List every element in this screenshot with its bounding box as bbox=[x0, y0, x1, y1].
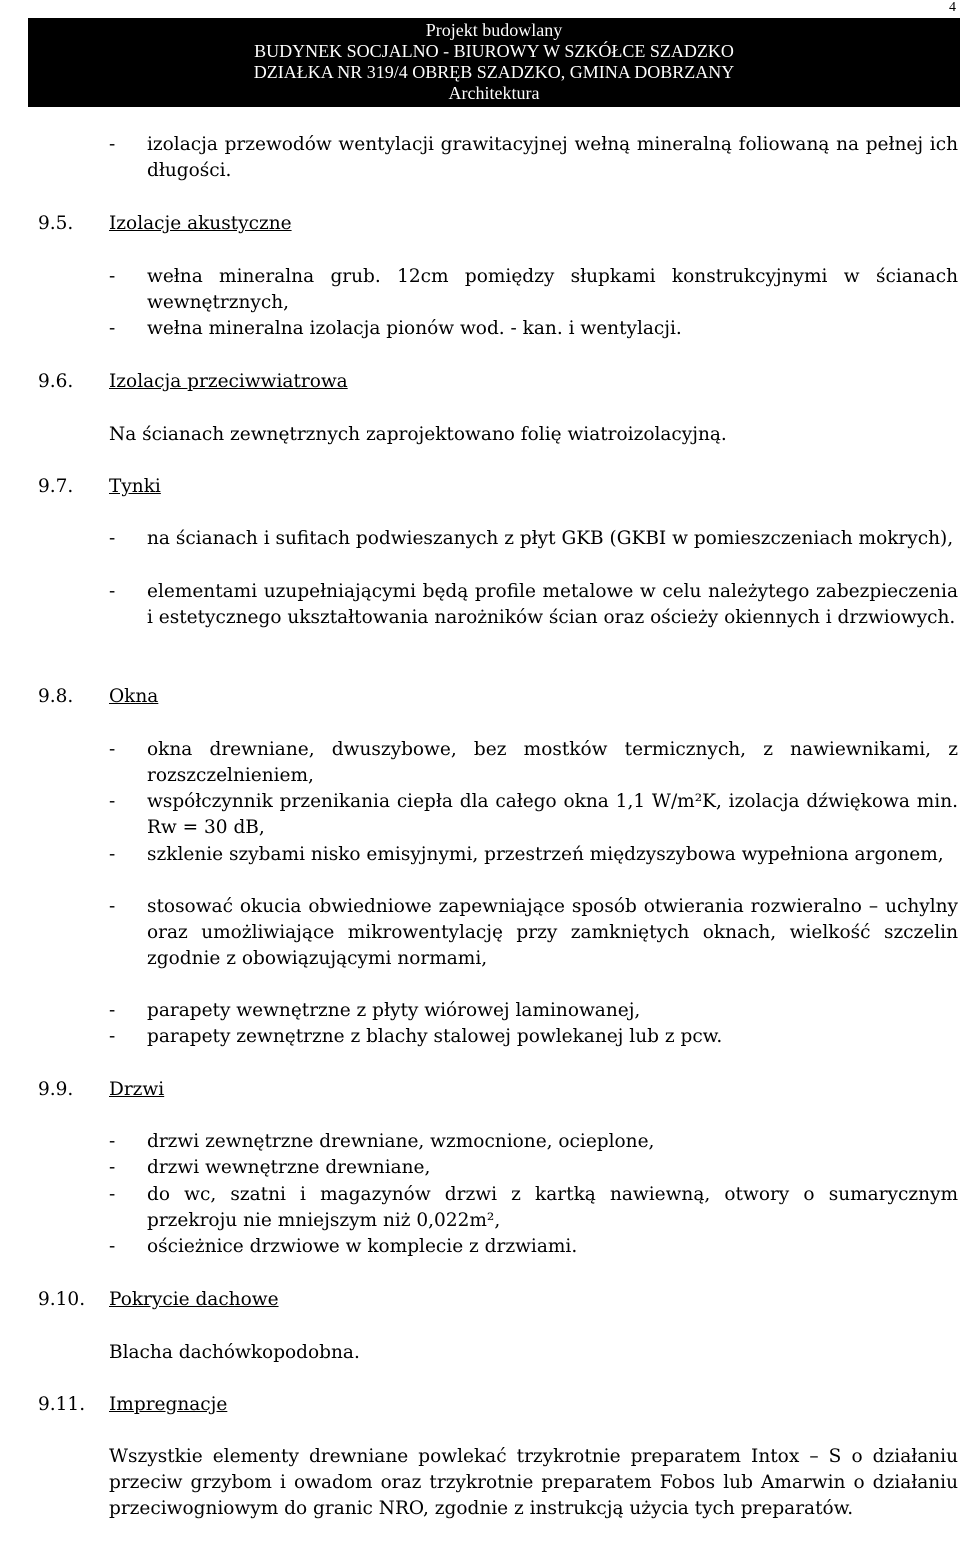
list-item-text: stosować okucia obwiedniowe zapewniające sposób otwierania rozwieralno – uchylny oraz umożliwiające mikrowentylację przy zamkniętych oknach, wielkość szczelin zgodnie z obowiązującymi normami, bbox=[147, 896, 958, 969]
list-dash: - bbox=[109, 528, 116, 549]
list-item-text: okna drewniane, dwuszybowe, bez mostków termicznych, z nawiewnikami, z rozszczelnieniem, bbox=[147, 739, 958, 786]
section-number: 9.8. bbox=[38, 686, 74, 707]
list-item bbox=[109, 789, 958, 841]
list-dash: - bbox=[109, 1026, 116, 1047]
section-paragraph: Wszystkie elementy drewniane powlekać trzykrotnie preparatem Intox – S o działaniu przeciw grzybom i owadom oraz trzykrotnie preparatem Fobos lub Amarwin o działaniu przeciwogniowym do granic NRO, zgodnie z instrukcją użycia tych preparatów. bbox=[109, 1446, 958, 1519]
list-item-text: parapety wewnętrzne z płyty wiórowej laminowanej, bbox=[147, 1000, 641, 1021]
list-item bbox=[109, 1234, 958, 1260]
list-item-text: wełna mineralna izolacja pionów wod. - kan. i wentylacji. bbox=[147, 318, 682, 339]
list-item bbox=[109, 526, 958, 552]
section-title: Pokrycie dachowe bbox=[109, 1289, 279, 1310]
header-line-building: BUDYNEK SOCJALNO - BIUROWY W SZKÓŁCE SZADZKO bbox=[254, 41, 734, 61]
list-item bbox=[109, 1129, 958, 1155]
section-title: Tynki bbox=[109, 476, 161, 497]
list-item bbox=[109, 132, 958, 184]
list-item bbox=[109, 894, 958, 972]
list-item-text: szklenie szybami nisko emisyjnymi, przestrzeń międzyszybowa wypełniona argonem, bbox=[147, 844, 944, 865]
list-item bbox=[109, 737, 958, 789]
list-item-text: ościeżnice drzwiowe w komplecie z drzwiami. bbox=[147, 1236, 578, 1257]
list-item bbox=[109, 998, 958, 1024]
list-dash: - bbox=[109, 581, 116, 602]
list-dash: - bbox=[109, 1131, 116, 1152]
list-dash: - bbox=[109, 266, 116, 287]
document-header bbox=[28, 18, 960, 107]
list-dash: - bbox=[109, 739, 116, 760]
section-title: Drzwi bbox=[109, 1079, 165, 1100]
section-number: 9.10. bbox=[38, 1289, 86, 1310]
list-item bbox=[109, 1182, 958, 1234]
section-number: 9.11. bbox=[38, 1394, 86, 1415]
list-item-text: na ścianach i sufitach podwieszanych z płyt GKB (GKBI w pomieszczeniach mokrych), bbox=[147, 528, 954, 549]
list-item-text: do wc, szatni i magazynów drzwi z kartką nawiewną, otwory o sumarycznym przekroju nie mniejszym niż 0,022m², bbox=[147, 1184, 958, 1231]
list-dash: - bbox=[109, 896, 116, 917]
list-item bbox=[109, 579, 958, 631]
list-item-text: izolacja przewodów wentylacji grawitacyjnej wełną mineralną foliowaną na pełnej ich długości. bbox=[147, 134, 958, 181]
section-paragraph: Blacha dachówkopodobna. bbox=[109, 1342, 360, 1363]
list-item-text: wełna mineralna grub. 12cm pomiędzy słupkami konstrukcyjnymi w ścianach wewnętrznych, bbox=[147, 266, 958, 313]
list-dash: - bbox=[109, 1157, 116, 1178]
list-item bbox=[109, 1024, 958, 1050]
list-dash: - bbox=[109, 318, 116, 339]
list-item bbox=[109, 264, 958, 316]
list-dash: - bbox=[109, 1236, 116, 1257]
header-line-project: Projekt budowlany bbox=[425, 20, 563, 40]
page-number: 4 bbox=[949, 0, 956, 15]
list-item-text: parapety zewnętrzne z blachy stalowej powlekanej lub z pcw. bbox=[147, 1026, 723, 1047]
section-number: 9.9. bbox=[38, 1079, 74, 1100]
section-number: 9.6. bbox=[38, 371, 74, 392]
section-title: Impregnacje bbox=[109, 1394, 228, 1415]
list-dash: - bbox=[109, 791, 116, 812]
section-title: Izolacja przeciwwiatrowa bbox=[109, 371, 348, 392]
list-dash: - bbox=[109, 1184, 116, 1205]
list-item-text: drzwi wewnętrzne drewniane, bbox=[147, 1157, 431, 1178]
list-item bbox=[109, 1155, 958, 1181]
section-number: 9.7. bbox=[38, 476, 74, 497]
header-line-plot: DZIAŁKA NR 319/4 OBRĘB SZADZKO, GMINA DOBRZANY bbox=[253, 62, 735, 82]
section-number: 9.5. bbox=[38, 213, 74, 234]
list-item bbox=[109, 842, 958, 868]
list-dash: - bbox=[109, 844, 116, 865]
list-item bbox=[109, 316, 958, 342]
section-paragraph: Na ścianach zewnętrznych zaprojektowano folię wiatroizolacyjną. bbox=[109, 424, 727, 445]
list-item-text: współczynnik przenikania ciepła dla całego okna 1,1 W/m²K, izolacja dźwiękowa min. Rw = 30 dB, bbox=[147, 791, 958, 838]
list-dash: - bbox=[109, 134, 116, 155]
section-title: Izolacje akustyczne bbox=[109, 213, 292, 234]
section-title: Okna bbox=[109, 686, 159, 707]
list-item-text: drzwi zewnętrzne drewniane, wzmocnione, ocieplone, bbox=[147, 1131, 655, 1152]
list-item-text: elementami uzupełniającymi będą profile metalowe w celu należytego zabezpieczenia i estetycznego ukształtowania narożników ścian oraz ościeży okiennych i drzwiowych. bbox=[147, 581, 958, 628]
list-dash: - bbox=[109, 1000, 116, 1021]
header-line-discipline: Architektura bbox=[448, 83, 540, 103]
